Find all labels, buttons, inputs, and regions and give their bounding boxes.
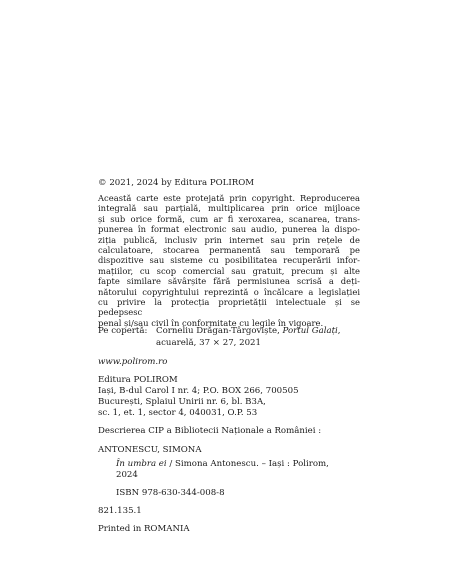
publisher-address-line: Iași, B-dul Carol I nr. 4; P.O. BOX 266, 700505 (98, 386, 299, 396)
cover-title: Portul Galați (282, 326, 338, 336)
notice-line: ziția publică, inclusiv prin internet sau prin rețele de (98, 234, 360, 245)
isbn: ISBN 978-630-344-008-8 (116, 488, 225, 498)
publisher-name: Editura POLIROM (98, 375, 178, 385)
cover-artist-line (156, 326, 341, 337)
cip-year: 2024 (116, 470, 138, 480)
notice-line: dispozitive sau sisteme cu posibilitatea recuperării infor- (98, 255, 360, 266)
notice-line: Această carte este protejată prin copyright. Reproducerea (98, 193, 360, 203)
notice-line: integrală sau parțială, multiplicarea prin orice mijloace (98, 203, 360, 214)
copyright-line: © 2021, 2024 by Editura POLIROM (98, 178, 255, 188)
cover-artist: Corneliu Drăgan-Târgoviște, (156, 326, 283, 336)
publisher-address-line: sc. 1, et. 1, sector 4, 040031, O.P. 53 (98, 408, 258, 418)
cip-title: În umbra ei (116, 459, 167, 469)
cip-author: ANTONESCU, SIMONA (98, 445, 202, 455)
classification: 821.135.1 (98, 506, 142, 516)
cip-header: Descrierea CIP a Bibliotecii Naționale a României : (98, 426, 322, 436)
notice-line: și sub orice formă, cum ar fi xeroxarea, scanarea, trans- (98, 213, 360, 224)
notice-line: fapte similare săvârșite fără permisiunea scrisă a deți- (98, 276, 360, 287)
printed-in: Printed in ROMANIA (98, 524, 190, 534)
publisher-address-line: București, Splaiul Unirii nr. 6, bl. B3A, (98, 397, 266, 407)
cover-details: acuarelă, 37 × 27, 2021 (156, 338, 261, 348)
notice-line: calculatoare, stocarea permanentă sau temporară pe (98, 245, 360, 256)
notice-line: nătorului copyrightului reprezintă o încălcare a legislației (98, 286, 360, 297)
cip-title-rest: / Simona Antonescu. – Iași : Polirom, (166, 459, 329, 469)
notice-line: penal și/sau civil în conformitate cu legile în vigoare. (98, 317, 324, 328)
cover-label: Pe copertă: (98, 326, 148, 336)
notice-line: mațiilor, cu scop comercial sau gratuit, precum și alte (98, 265, 360, 276)
notice-line: punerea în format electronic sau audio, punerea la dispo- (98, 224, 360, 235)
notice-line: cu privire la protecția proprietății intelectuale și se pedepsesc (98, 297, 360, 318)
cip-title-line (116, 459, 329, 470)
copyright-notice (98, 193, 360, 328)
cover-credit (98, 326, 360, 350)
website: www.polirom.ro (98, 357, 168, 367)
cover-title-suffix: , (337, 326, 341, 336)
